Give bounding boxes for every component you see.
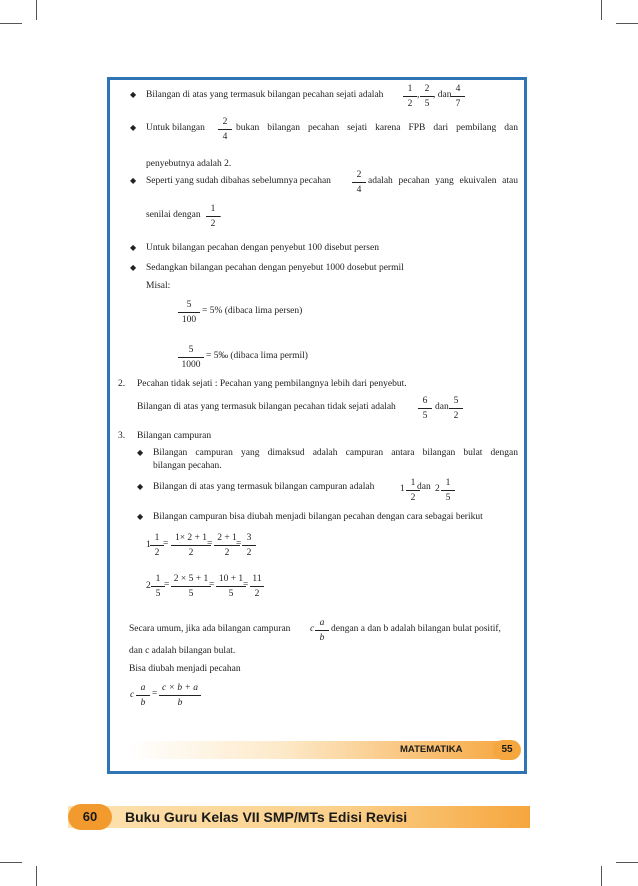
text-line: Bilangan di atas yang termasuk bilangan campuran adalah: [153, 482, 375, 492]
crop-mark: [601, 0, 602, 20]
outer-page-number: 60: [68, 804, 112, 830]
text-line: bilangan pecahan.: [153, 461, 222, 471]
fraction: $\frac{1}{5}$: [441, 477, 455, 504]
fraction: $\frac{2 + 1}{2}$: [214, 532, 240, 559]
crop-mark: [0, 23, 22, 24]
fraction: $\frac{3}{2}$: [242, 532, 256, 559]
math-whole: 2: [435, 484, 440, 494]
fraction: $\frac{c \times b + a}{b}$: [159, 682, 201, 709]
equals-sign: =: [243, 580, 249, 590]
fraction: $\frac{5}{100}$: [178, 299, 200, 326]
bullet-icon: ◆: [130, 263, 137, 272]
fraction: $\frac{1\times 2 + 1}{2}$: [171, 532, 211, 559]
text-line: = 5‰ (dibaca lima permil): [206, 351, 308, 361]
book-title: Buku Guru Kelas VII SMP/MTs Edisi Revisi: [125, 809, 408, 825]
math-whole: 1: [146, 540, 151, 550]
text-line: Bisa diubah menjadi pecahan: [129, 664, 241, 674]
text-line: , dan: [433, 90, 452, 100]
text-line: Seperti yang sudah dibahas sebelumnya pecahan: [146, 176, 331, 186]
bullet-icon: ◆: [130, 90, 137, 99]
text-line: Untuk bilangan: [146, 123, 205, 133]
crop-mark: [0, 862, 22, 863]
bullet-icon: ◆: [137, 448, 144, 457]
subject-label: MATEMATIKA: [400, 744, 463, 755]
fraction: $\frac{a}{b}$: [136, 682, 150, 709]
fraction: $\frac{1}{2}$: [206, 203, 220, 230]
fraction: $\frac{5}{2}$: [449, 395, 463, 422]
text-line: dengan a dan b adalah bilangan bulat positif,: [331, 624, 501, 634]
crop-mark: [36, 866, 37, 886]
crop-mark: [616, 23, 638, 24]
fraction: $\frac{1}{2}$: [150, 532, 164, 559]
bullet-icon: ◆: [137, 482, 144, 491]
text-line: dan: [435, 402, 449, 412]
text-line: dan: [417, 482, 431, 492]
fraction: $\frac{6}{5}$: [418, 395, 432, 422]
equals-sign: =: [152, 689, 158, 699]
text-line: Sedangkan bilangan pecahan dengan penyebut 1000 dosebut permil: [146, 263, 404, 273]
text-line: Pecahan tidak sejati : Pecahan yang pembilangnya lebih dari penyebut.: [137, 379, 407, 389]
text-line: adalah pecahan yang ekuivalen atau: [368, 176, 518, 186]
math-whole: 2: [146, 581, 151, 591]
fraction: $\frac{5}{1000}$: [178, 344, 204, 371]
text-line: Bilangan di atas yang termasuk bilangan pecahan sejati adalah: [146, 90, 384, 100]
bullet-icon: ◆: [130, 243, 137, 252]
crop-mark: [36, 0, 37, 20]
list-number: 2.: [118, 379, 126, 389]
equals-sign: =: [164, 580, 170, 590]
math-whole: 1: [400, 484, 405, 494]
fraction: $\frac{1}{5}$: [151, 573, 165, 600]
math-var: c: [130, 690, 135, 700]
equals-sign: =: [209, 580, 215, 590]
inner-page-number: 55: [493, 740, 521, 760]
text-line: Misal:: [146, 281, 171, 291]
fraction: $\frac{2}{5}$: [420, 83, 434, 110]
fraction: $\frac{2}{4}$: [218, 116, 232, 143]
text-line: Bilangan campuran: [137, 431, 212, 441]
separator: ,: [417, 90, 420, 100]
text-line: bukan bilangan pecahan sejati karena FPB dari pembilang dan: [236, 123, 518, 133]
fraction: $\frac{2}{4}$: [352, 169, 366, 196]
fraction: $\frac{10 + 1}{5}$: [216, 573, 246, 600]
text-line: Bilangan campuran bisa diubah menjadi bilangan pecahan dengan cara sebagai berikut: [153, 512, 483, 522]
fraction: $\frac{1}{2}$: [403, 83, 417, 110]
text-line: senilai dengan: [146, 210, 201, 220]
fraction: $\frac{2 \times 5 + 1}{5}$: [171, 573, 211, 600]
punctuation: .: [219, 210, 222, 220]
crop-mark: [616, 862, 638, 863]
math-var: c: [310, 624, 315, 634]
crop-mark: [601, 866, 602, 886]
fraction: $\frac{a}{b}$: [315, 617, 329, 644]
bullet-icon: ◆: [130, 176, 137, 185]
text-line: Untuk bilangan pecahan dengan penyebut 100 disebut persen: [146, 243, 379, 253]
bullet-icon: ◆: [130, 123, 137, 132]
text-line: penyebutnya adalah 2.: [146, 159, 232, 169]
text-line: Bilangan campuran yang dimaksud adalah campuran antara bilangan bulat dengan: [153, 448, 518, 458]
equals-sign: =: [236, 539, 242, 549]
text-line: dan c adalah bilangan bulat.: [129, 646, 236, 656]
bullet-icon: ◆: [137, 512, 144, 521]
text-line: = 5% (dibaca lima persen): [202, 306, 303, 316]
fraction: $\frac{4}{7}$: [451, 83, 465, 110]
equals-sign: =: [207, 539, 213, 549]
text-line: Bilangan di atas yang termasuk bilangan pecahan tidak sejati adalah: [137, 402, 396, 412]
text-line: Secara umum, jika ada bilangan campuran: [129, 624, 291, 634]
list-number: 3.: [118, 431, 126, 441]
equals-sign: =: [163, 539, 169, 549]
fraction: $\frac{11}{2}$: [250, 573, 264, 600]
fraction: $\frac{1}{2}$: [406, 477, 420, 504]
